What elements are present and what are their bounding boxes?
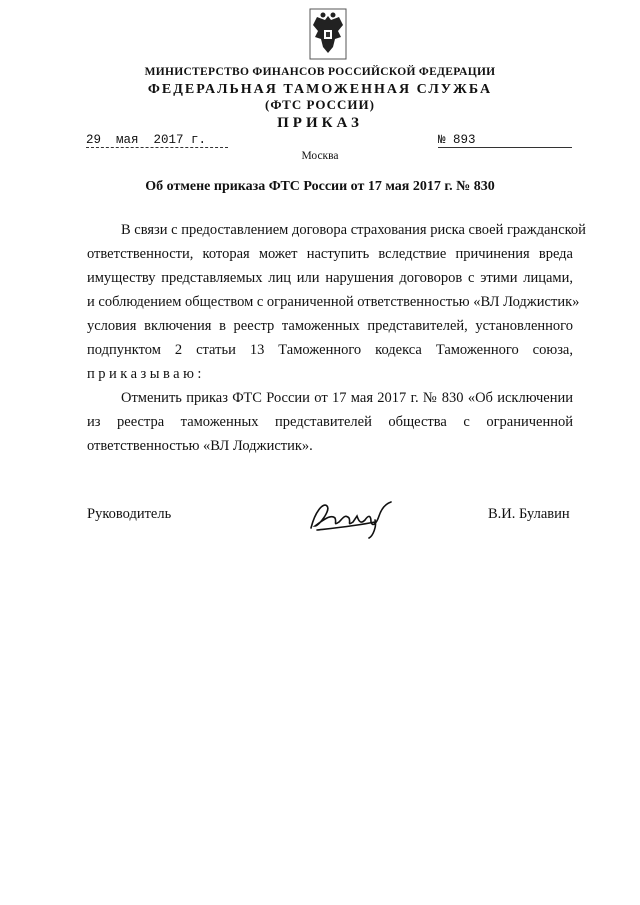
- body-line: подпунктом 2 статьи 13 Таможенного кодекса Таможенного союза,: [87, 342, 573, 358]
- body-line: и соблюдением обществом с ограниченной ответственностью «ВЛ Лоджистик»: [87, 294, 580, 310]
- document-number: № 893: [438, 133, 572, 148]
- body-line: из реестра таможенных представителей общества с ограниченной: [87, 414, 573, 430]
- document-subject: Об отмене приказа ФТС России от 17 мая 2017 г. № 830: [145, 179, 495, 194]
- body-line: условия включения в реестр таможенных представителей, установленного: [87, 318, 573, 334]
- body-line: имуществу представляемых лиц или нарушения договоров с этими лицами,: [87, 270, 573, 286]
- body-line: Отменить приказ ФТС России от 17 мая 2017 г. № 830 «Об исключении: [121, 390, 573, 406]
- body-line: ответственностью «ВЛ Лоджистик».: [87, 438, 313, 454]
- document-type: ПРИКАЗ: [277, 115, 363, 131]
- document-date: 29 мая 2017 г.: [86, 133, 228, 148]
- body-line: В связи с предоставлением договора страхования риска своей гражданской: [121, 222, 586, 238]
- signatory-role: Руководитель: [87, 506, 172, 522]
- body-line: ответственности, которая может наступить вследствие причинения вреда: [87, 246, 573, 262]
- handwritten-signature: [305, 492, 397, 540]
- ministry-name: МИНИСТЕРСТВО ФИНАНСОВ РОССИЙСКОЙ ФЕДЕРАЦИИ: [144, 66, 496, 78]
- service-name: ФЕДЕРАЛЬНАЯ ТАМОЖЕННАЯ СЛУЖБА: [147, 82, 493, 97]
- signatory-name: В.И. Булавин: [488, 506, 570, 522]
- body-line-order-verb: приказываю:: [87, 366, 205, 382]
- coat-of-arms-emblem: [309, 8, 347, 60]
- service-short-name: (ФТС РОССИИ): [265, 97, 375, 112]
- city: Москва: [301, 150, 339, 162]
